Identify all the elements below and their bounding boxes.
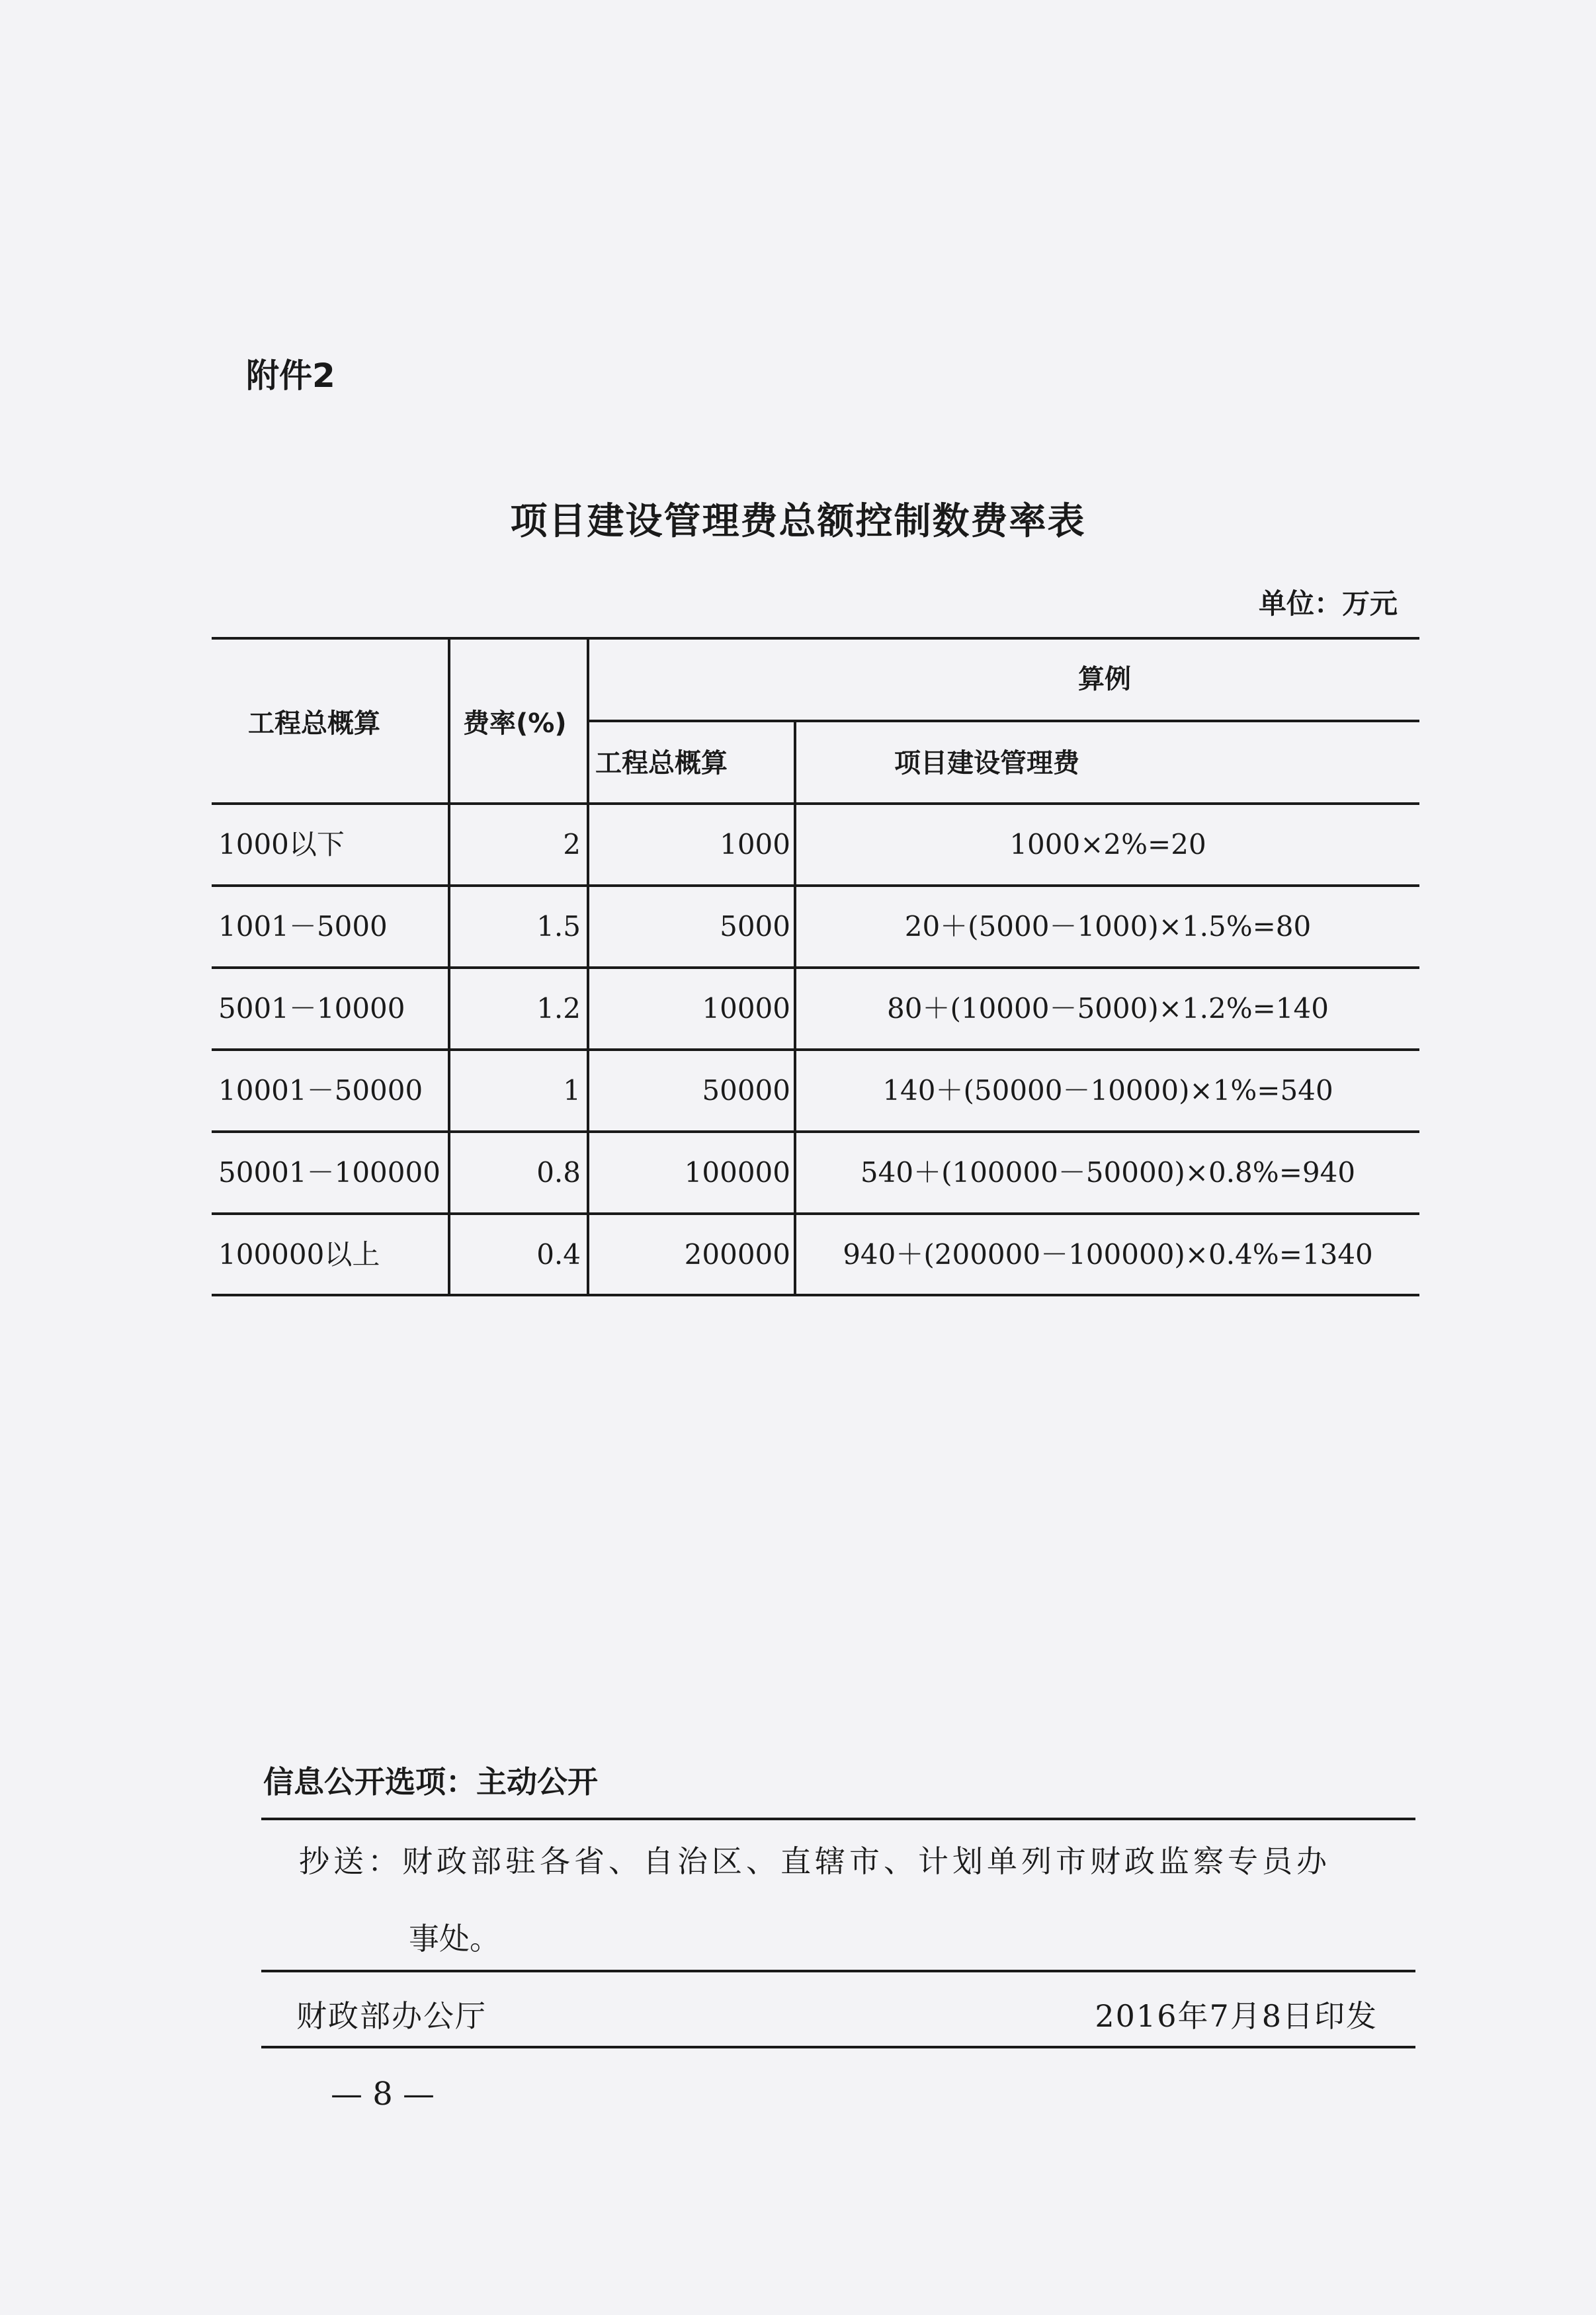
- footer-rule: [261, 1818, 1415, 1820]
- column-divider: [587, 637, 589, 1295]
- row-budget: 1000: [720, 828, 790, 861]
- table-bottom-border: [212, 1294, 1419, 1296]
- row-range: 5001－10000: [218, 992, 405, 1025]
- row-divider: [212, 884, 1419, 887]
- footer-rule: [261, 1970, 1415, 1972]
- row-fee: 540＋(100000－50000)×0.8%=940: [860, 1156, 1356, 1189]
- document-title: 项目建设管理费总额控制数费率表: [510, 499, 1086, 543]
- cc-line-1: 抄送：财政部驻各省、自治区、直辖市、计划单列市财政监察专员办: [299, 1843, 1331, 1879]
- row-range: 1000以下: [218, 828, 345, 861]
- row-fee: 140＋(50000－10000)×1%=540: [882, 1074, 1333, 1107]
- row-budget: 100000: [684, 1156, 790, 1189]
- row-divider: [212, 1048, 1419, 1051]
- row-range: 100000以上: [218, 1238, 380, 1271]
- column-divider: [794, 720, 796, 1295]
- header-example: 算例: [1078, 664, 1131, 694]
- issuer: 财政部办公厅: [296, 1998, 487, 2034]
- row-fee: 940＋(200000－100000)×0.4%=1340: [843, 1238, 1373, 1271]
- row-range: 50001－100000: [218, 1156, 441, 1189]
- attachment-label: 附件2: [246, 357, 335, 395]
- row-rate: 1: [563, 1074, 581, 1107]
- cc-line-2: 事处。: [409, 1921, 500, 1957]
- row-range: 1001－5000: [218, 910, 388, 943]
- row-fee: 80＋(10000－5000)×1.2%=140: [887, 992, 1329, 1025]
- row-range: 10001－50000: [218, 1074, 423, 1107]
- row-divider: [212, 1212, 1419, 1215]
- issue-date: 2016年7月8日印发: [1095, 1998, 1378, 2034]
- row-budget: 200000: [684, 1238, 790, 1271]
- example-header-divider: [587, 720, 1419, 722]
- row-rate: 1.5: [536, 910, 581, 943]
- row-fee: 1000×2%=20: [1009, 828, 1206, 861]
- header-bottom-border: [212, 802, 1419, 805]
- header-example-fee: 项目建设管理费: [894, 748, 1079, 779]
- row-budget: 50000: [702, 1074, 790, 1107]
- row-divider: [212, 966, 1419, 969]
- row-budget: 10000: [702, 992, 790, 1025]
- unit-label: 单位：万元: [1258, 587, 1398, 620]
- header-total-budget: 工程总概算: [248, 708, 380, 739]
- page-number: — 8 —: [331, 2076, 435, 2113]
- header-example-budget: 工程总概算: [595, 748, 728, 779]
- table-top-border: [212, 637, 1419, 640]
- footer-rule: [261, 2046, 1415, 2048]
- row-fee: 20＋(5000－1000)×1.5%=80: [904, 910, 1312, 943]
- row-divider: [212, 1130, 1419, 1133]
- row-rate: 0.4: [536, 1238, 581, 1271]
- column-divider: [448, 637, 450, 1295]
- row-budget: 5000: [720, 910, 790, 943]
- row-rate: 0.8: [536, 1156, 581, 1189]
- row-rate: 2: [563, 828, 581, 861]
- row-rate: 1.2: [536, 992, 581, 1025]
- header-rate: 费率(%): [463, 708, 567, 739]
- disclosure-option: 信息公开选项：主动公开: [263, 1764, 598, 1800]
